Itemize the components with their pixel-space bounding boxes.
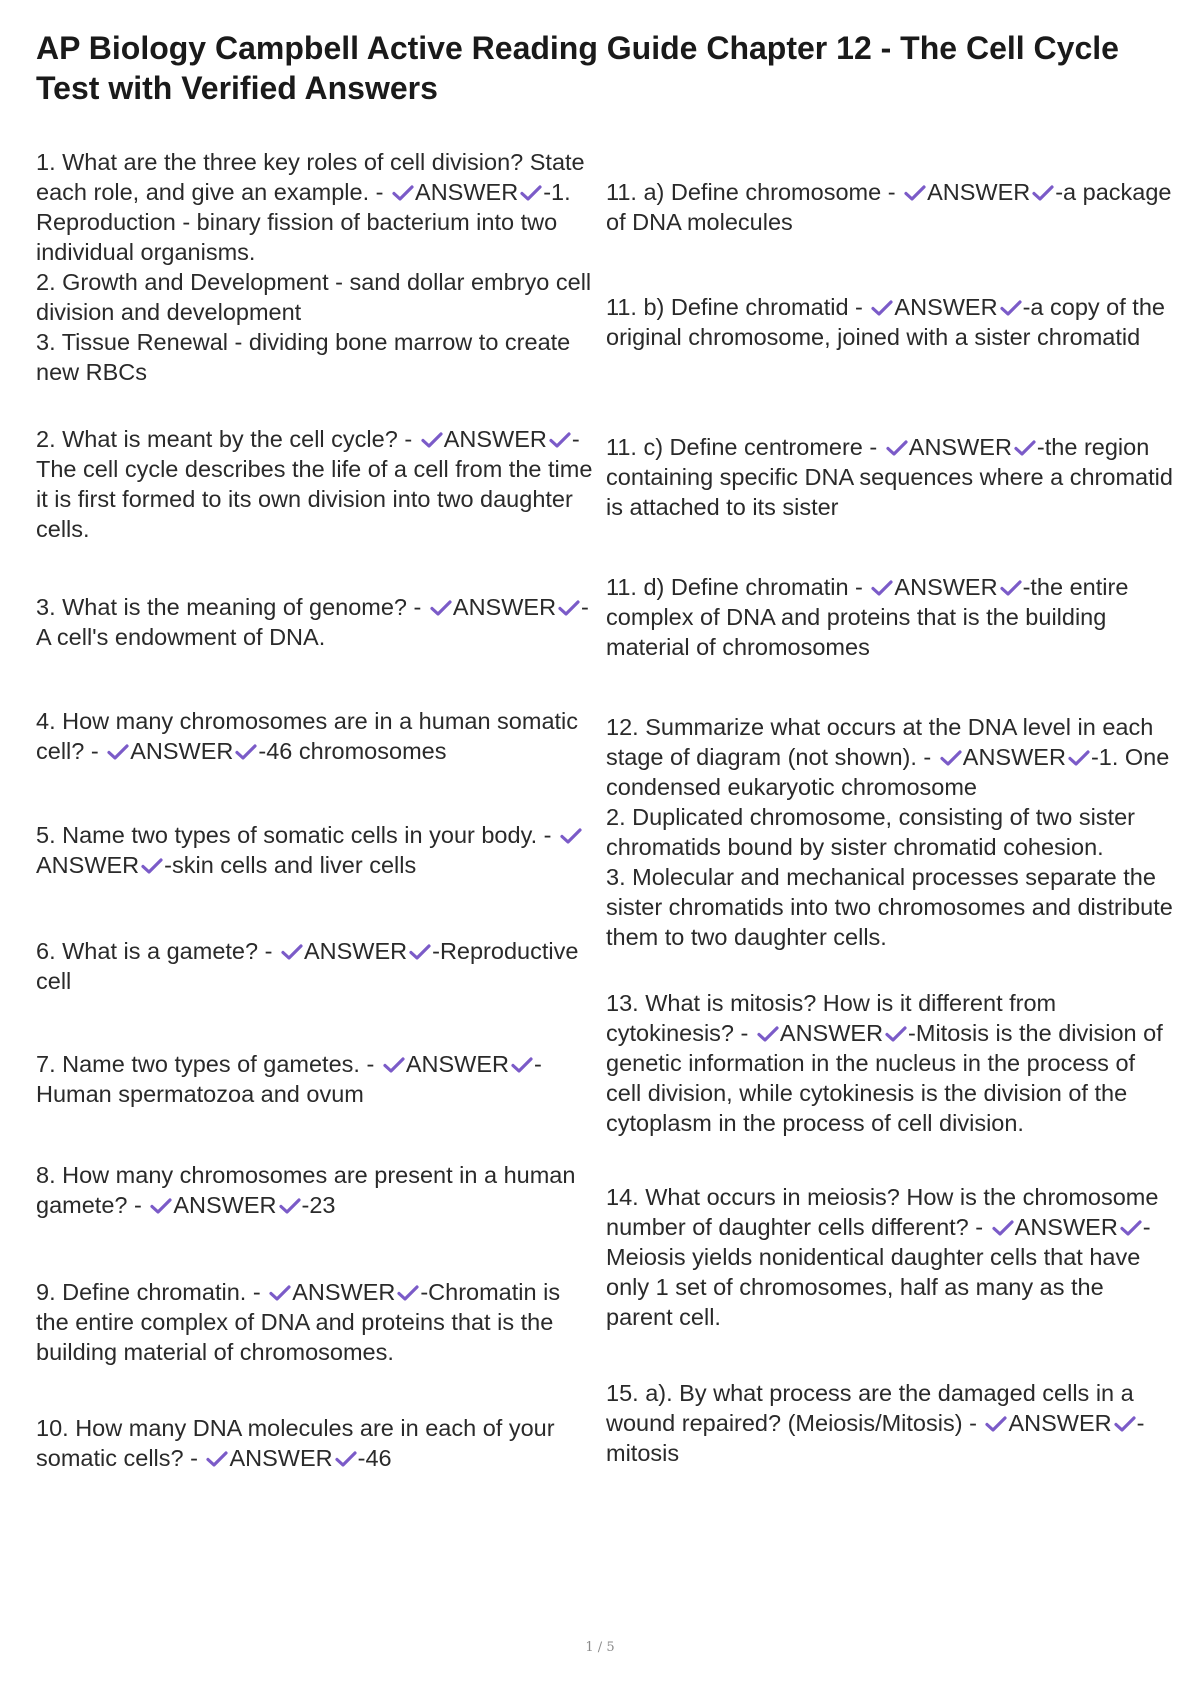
- qa-item-15a: 15. a). By what process are the damaged cells in a wound repaired? (Meiosis/Mitosis) - ANSWER -mitosis: [606, 1380, 1145, 1466]
- answer-label: ANSWER: [908, 434, 1012, 460]
- answer-text: a copy of the original chromosome, joined with a sister chromatid: [606, 294, 1165, 350]
- checkmark-icon: [904, 185, 926, 201]
- question-text: 15. a). By what process are the damaged cells in a wound repaired? (Meiosis/Mitosis): [606, 1380, 1134, 1436]
- qa-item-12: 12. Summarize what occurs at the DNA level in each stage of diagram (not shown). - ANSWER -1. One condensed eukaryotic chromosome 2. Duplicated chromosome, consisting of two sister chromatids bound by sister chromatid cohesion. 3. Molecular and mechanical processes separate the sister chromatids into two chromosomes and distribute them to two daughter cells.: [606, 712, 1176, 952]
- answer-label: ANSWER: [292, 1279, 396, 1305]
- answer-label: ANSWER: [229, 1445, 333, 1471]
- checkmark-icon: [1120, 1220, 1142, 1236]
- question-text: 12. Summarize what occurs at the DNA level in each stage of diagram (not shown).: [606, 714, 1154, 770]
- qa-item-4: 4. How many chromosomes are in a human somatic cell? - ANSWER -46 chromosomes: [36, 708, 579, 764]
- question-text: 7. Name two types of gametes.: [36, 1051, 360, 1077]
- checkmark-icon: [511, 1057, 533, 1073]
- checkmark-icon: [1068, 750, 1090, 766]
- checkmark-icon: [397, 1285, 419, 1301]
- checkmark-icon: [150, 1198, 172, 1214]
- page-title: [36, 28, 1156, 108]
- answer-continuation: 2. Duplicated chromosome, consisting of two sister chromatids bound by sister chromatid cohesion.: [606, 804, 1135, 860]
- qa-item-14: 14. What occurs in meiosis? How is the chromosome number of daughter cells different? - ANSWER -Meiosis yields nonidentical daughter cells that have only 1 set of chromosomes, half as many as the parent cell.: [606, 1184, 1159, 1330]
- checkmark-icon: [1032, 185, 1054, 201]
- qa-item-10: 10. How many DNA molecules are in each of your somatic cells? - ANSWER -46: [36, 1415, 555, 1471]
- answer-label: ANSWER: [415, 179, 519, 205]
- checkmark-icon: [549, 432, 571, 448]
- answer-label: ANSWER: [894, 294, 998, 320]
- checkmark-icon: [757, 1026, 779, 1042]
- answer-continuation: 3. Molecular and mechanical processes separate the sister chromatids into two chromosomes and distribute them to two daughter cells.: [606, 864, 1173, 950]
- qa-item-3: 3. What is the meaning of genome? - ANSWER -A cell's endowment of DNA.: [36, 594, 589, 650]
- answer-label: ANSWER: [36, 852, 140, 878]
- question-text: 11. d) Define chromatin: [606, 574, 849, 600]
- question-text: 9. Define chromatin.: [36, 1279, 247, 1305]
- answer-text: Chromatin is the entire complex of DNA and proteins that is the building material of chromosomes.: [36, 1279, 561, 1365]
- checkmark-icon: [940, 750, 962, 766]
- qa-item-11d: 11. d) Define chromatin - ANSWER -the entire complex of DNA and proteins that is the building material of chromosomes: [606, 574, 1129, 660]
- checkmark-icon: [1114, 1416, 1136, 1432]
- qa-item-1: 1. What are the three key roles of cell division? State each role, and give an example. - ANSWER -1. Reproduction - binary fission of bacterium into two individual organisms. 2. Growth and Development - sand dollar embryo cell division and development 3. Tissue Renewal - dividing bone marrow to create new RBCs: [36, 147, 596, 387]
- question-text: 6. What is a gamete?: [36, 938, 259, 964]
- question-text: 3. What is the meaning of genome?: [36, 594, 407, 620]
- answer-text: 46 chromosomes: [266, 738, 447, 764]
- checkmark-icon: [558, 600, 580, 616]
- answer-text: The cell cycle describes the life of a cell from the time it is first formed to its own division into two daughter cells.: [36, 456, 593, 542]
- checkmark-icon: [107, 744, 129, 760]
- checkmark-icon: [269, 1285, 291, 1301]
- checkmark-icon: [392, 185, 414, 201]
- question-text: 1. What are the three key roles of cell division? State each role, and give an example.: [36, 149, 585, 205]
- answer-text: 1. One condensed eukaryotic chromosome: [606, 744, 1170, 800]
- checkmark-icon: [520, 185, 542, 201]
- qa-item-6: 6. What is a gamete? - ANSWER -Reproductive cell: [36, 938, 579, 994]
- answer-label: ANSWER: [173, 1192, 277, 1218]
- checkmark-icon: [383, 1057, 405, 1073]
- qa-item-13: 13. What is mitosis? How is it different from cytokinesis? - ANSWER -Mitosis is the division of genetic information in the nucleus in the process of cell division, while cytokinesis is the division of the cytoplasm in the process of cell division.: [606, 990, 1163, 1136]
- checkmark-icon: [560, 828, 582, 844]
- answer-text: Mitosis is the division of genetic information in the nucleus in the process of cell division, while cytokinesis is the division of the cytoplasm in the process of cell division.: [606, 1020, 1163, 1136]
- answer-continuation: 2. Growth and Development - sand dollar embryo cell division and development: [36, 269, 592, 325]
- question-text: 14. What occurs in meiosis? How is the chromosome number of daughter cells different?: [606, 1184, 1159, 1240]
- question-text: 11. a) Define chromosome: [606, 179, 882, 205]
- qa-item-7: 7. Name two types of gametes. - ANSWER -Human spermatozoa and ovum: [36, 1051, 542, 1107]
- answer-label: ANSWER: [927, 179, 1031, 205]
- title-line-1: AP Biology Campbell Active Reading Guide Chapter 12 - The Cell Cycle: [36, 30, 1119, 66]
- qa-item-5: 5. Name two types of somatic cells in your body. - ANSWER -skin cells and liver cells: [36, 820, 596, 880]
- qa-item-2: 2. What is meant by the cell cycle? - ANSWER -The cell cycle describes the life of a cell from the time it is first formed to its own division into two daughter cells.: [36, 426, 593, 542]
- question-text: 2. What is meant by the cell cycle?: [36, 426, 398, 452]
- answer-label: ANSWER: [452, 594, 557, 620]
- checkmark-icon: [1000, 580, 1022, 596]
- question-text: 5. Name two types of somatic cells in your body.: [36, 822, 538, 848]
- answer-text: the region containing specific DNA sequences where a chromatid is attached to its sister: [606, 434, 1173, 520]
- answer-text: Reproductive cell: [36, 938, 579, 994]
- answer-label: ANSWER: [779, 1020, 884, 1046]
- answer-text: 46: [365, 1445, 392, 1471]
- checkmark-icon: [886, 440, 908, 456]
- checkmark-icon: [279, 1198, 301, 1214]
- answer-label: ANSWER: [130, 738, 234, 764]
- answer-label: ANSWER: [894, 574, 998, 600]
- question-text: 10. How many DNA molecules are in each of your somatic cells?: [36, 1415, 555, 1471]
- answer-text: 1. Reproduction - binary fission of bacterium into two individual organisms.: [36, 179, 571, 265]
- question-text: 8. How many chromosomes are present in a human gamete?: [36, 1162, 576, 1218]
- title-line-2: Test with Verified Answers: [36, 70, 438, 106]
- answer-label: ANSWER: [1008, 1410, 1112, 1436]
- answer-label: ANSWER: [303, 938, 408, 964]
- answer-text: A cell's endowment of DNA.: [36, 624, 326, 650]
- question-text: 13. What is mitosis? How is it different from cytokinesis?: [606, 990, 1057, 1046]
- answer-text: the entire complex of DNA and proteins that is the building material of chromosomes: [606, 574, 1129, 660]
- checkmark-icon: [141, 858, 163, 874]
- answer-text: Human spermatozoa and ovum: [36, 1081, 364, 1107]
- question-text: 11. c) Define centromere: [606, 434, 863, 460]
- answer-text: mitosis: [606, 1440, 680, 1466]
- checkmark-icon: [885, 1026, 907, 1042]
- answer-text: 23: [309, 1192, 336, 1218]
- qa-item-9: 9. Define chromatin. - ANSWER -Chromatin is the entire complex of DNA and proteins that is the building material of chromosomes.: [36, 1279, 561, 1365]
- checkmark-icon: [335, 1451, 357, 1467]
- question-text: 11. b) Define chromatid: [606, 294, 849, 320]
- checkmark-icon: [421, 432, 443, 448]
- checkmark-icon: [1000, 300, 1022, 316]
- answer-label: ANSWER: [443, 426, 547, 452]
- checkmark-icon: [985, 1416, 1007, 1432]
- answer-text: Meiosis yields nonidentical daughter cells that have only 1 set of chromosomes, half as many as the parent cell.: [606, 1244, 1141, 1330]
- answer-text: a package of DNA molecules: [606, 179, 1172, 235]
- checkmark-icon: [871, 580, 893, 596]
- checkmark-icon: [206, 1451, 228, 1467]
- checkmark-icon: [235, 744, 257, 760]
- answer-label: ANSWER: [1014, 1214, 1118, 1240]
- qa-item-11b: 11. b) Define chromatid - ANSWER -a copy of the original chromosome, joined with a sister chromatid: [606, 294, 1165, 350]
- qa-item-11c: 11. c) Define centromere - ANSWER -the region containing specific DNA sequences where a chromatid is attached to its sister: [606, 434, 1173, 520]
- page-number: 1 / 5: [585, 1640, 615, 1655]
- checkmark-icon: [992, 1220, 1014, 1236]
- qa-item-8: 8. How many chromosomes are present in a human gamete? - ANSWER -23: [36, 1162, 576, 1218]
- answer-text: skin cells and liver cells: [171, 852, 417, 878]
- answer-continuation: 3. Tissue Renewal - dividing bone marrow to create new RBCs: [36, 329, 571, 385]
- checkmark-icon: [871, 300, 893, 316]
- checkmark-icon: [281, 944, 303, 960]
- checkmark-icon: [430, 600, 452, 616]
- checkmark-icon: [409, 944, 431, 960]
- answer-label: ANSWER: [962, 744, 1066, 770]
- answer-label: ANSWER: [405, 1051, 509, 1077]
- question-text: 4. How many chromosomes are in a human somatic cell?: [36, 708, 579, 764]
- checkmark-icon: [1014, 440, 1036, 456]
- qa-item-11a: 11. a) Define chromosome - ANSWER -a package of DNA molecules: [606, 179, 1172, 235]
